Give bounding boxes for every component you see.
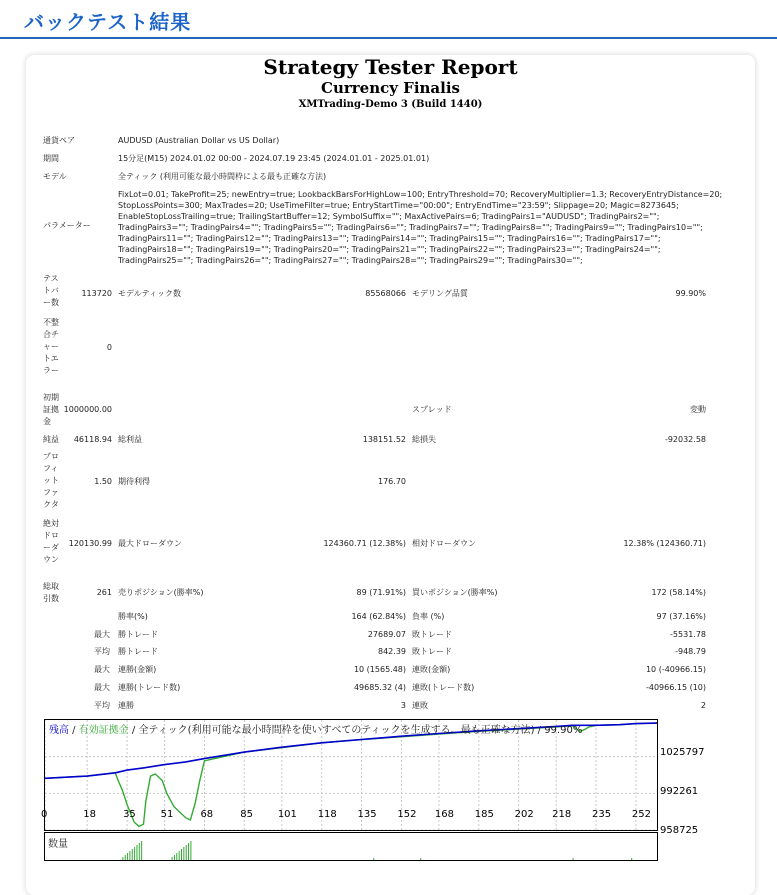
- legend-separator: /: [69, 725, 79, 736]
- x-tick-label: 101: [277, 809, 297, 820]
- max-cons-win-label: 連勝(金額): [118, 665, 157, 674]
- avg-prefix-1: 平均: [94, 647, 110, 656]
- win-label: 勝率(%): [118, 612, 148, 621]
- max-cons-lossamt-value: -40966.15 (10): [645, 683, 706, 692]
- max-cons-loss-value: 10 (-40966.15): [645, 665, 706, 674]
- gross-loss-label: 総損失: [412, 435, 436, 444]
- x-tick-label: 168: [434, 809, 455, 820]
- volume-bar: [174, 855, 175, 860]
- params-label: パラメーター: [43, 221, 91, 230]
- params-value: FixLot=0.01; TakeProfit=25; newEntry=true; LookbackBarsForHighLow=100; EntryThreshold=70; RecoveryMultiplier=1.3; RecoveryEntryDistance=20; StopLossPoints=300; MaxTrades=20; UseTimeFilter=true; EntryStartTime="00:00"; EntryEndTime="23:59"; Slippage=20; Magic=8273645; EnableStopLossTrailing=true; TrailingStartBuffer=12; SymbolSuffix=""; MaxActivePairs=6; TradingPairs1="AUDUSD"; TradingPairs2=""; TradingPairs3=""; TradingPairs4=""; TradingPairs5=""; TradingPairs6=""; TradingPairs7=""; TradingPairs8=""; TradingPairs9=""; TradingPairs10=""; TradingPairs11=""; TradingPairs12=""; TradingPairs13=""; TradingPairs14=""; TradingPairs15=""; TradingPairs16=""; TradingPairs17=""; TradingPairs18=""; TradingPairs19=""; TradingPairs20=""; TradingPairs21=""; TradingPairs22=""; TradingPairs23=""; TradingPairs24=""; TradingPairs25=""; TradingPairs26=""; TradingPairs27=""; TradingPairs28=""; TradingPairs29=""; TradingPairs30="";: [118, 190, 723, 265]
- volume-bar: [181, 849, 182, 860]
- mismatch-value: 0: [106, 343, 112, 352]
- volume-bar: [573, 858, 574, 860]
- expected-payoff-label: 期待利得: [118, 477, 150, 486]
- abs-dd-value: 120130.99: [68, 539, 112, 548]
- legend-equity: 有効証拠金: [78, 725, 129, 736]
- rel-dd-value: 12.38% (124360.71): [623, 539, 706, 548]
- short-value: 89 (71.91%): [356, 588, 406, 597]
- x-tick-label: 35: [123, 809, 136, 820]
- x-tick-label: 218: [552, 809, 572, 820]
- short-label: 売りポジション(勝率%): [118, 588, 204, 597]
- chart-legend: [49, 721, 582, 736]
- model-quality-label: モデリング品質: [412, 289, 468, 298]
- legend-model-info: 全ティック(利用可能な最小時間枠を使いすべてのティックを生成する、最も正確な方法) / 99.90%: [138, 725, 583, 736]
- max-cons-lossamt-label: 連敗(トレード数): [412, 683, 475, 692]
- avg-loss-label: 敗トレード: [412, 647, 452, 656]
- long-label: 買いポジション(勝率%): [412, 588, 498, 597]
- avg-cons-win-value: 3: [400, 701, 406, 710]
- ea-name: Currency Finalis: [321, 79, 460, 97]
- volume-chart-svg: [45, 833, 657, 860]
- model-quality-value: 99.90%: [675, 289, 706, 298]
- volume-bar: [176, 853, 177, 860]
- spread-value: 変動: [690, 405, 706, 414]
- x-tick-label: 0: [41, 809, 48, 820]
- volume-bar: [179, 851, 180, 860]
- volume-bar: [139, 843, 140, 860]
- volume-bar: [172, 857, 173, 860]
- gross-loss-value: -92032.58: [664, 435, 706, 444]
- test-bars-value: 113720: [81, 289, 112, 298]
- volume-bar: [134, 847, 135, 860]
- period-value: 15分足(M15) 2024.01.02 00:00 - 2024.07.19 23:45 (2024.01.01 - 2025.01.01): [118, 154, 430, 163]
- max-dd-value: 124360.71 (12.38%): [323, 539, 406, 548]
- avg-win-value: 842.39: [378, 647, 406, 656]
- profit-factor-value: 1.50: [94, 477, 112, 486]
- legend-balance: 残高: [49, 725, 69, 736]
- mismatch-label: 不整合チャートエラー: [43, 318, 59, 375]
- report-title: Strategy Tester Report: [263, 55, 518, 79]
- volume-bar: [125, 855, 126, 860]
- spread-label: スプレッド: [412, 405, 452, 414]
- heading-divider: [0, 37, 777, 39]
- volume-bar: [631, 858, 632, 860]
- test-bars-label: テストバー数: [43, 274, 59, 307]
- largest-loss-label: 敗トレード: [412, 630, 452, 639]
- max-prefix-3: 最大: [94, 683, 110, 692]
- volume-bar: [190, 841, 191, 860]
- x-tick-label: 252: [631, 809, 651, 820]
- volume-bar: [373, 858, 374, 860]
- volume-bar: [136, 845, 137, 860]
- total-trades-value: 261: [96, 588, 112, 597]
- x-tick-label: 202: [514, 809, 534, 820]
- page-heading: バックテスト結果: [24, 10, 192, 34]
- max-cons-loss-label: 連敗(金額): [412, 665, 451, 674]
- max-prefix-2: 最大: [94, 665, 110, 674]
- largest-loss-value: -5531.78: [670, 630, 706, 639]
- net-profit-value: 46118.94: [73, 435, 112, 444]
- x-tick-label: 185: [474, 809, 494, 820]
- volume-bar: [141, 841, 142, 860]
- max-dd-label: 最大ドローダウン: [118, 539, 182, 548]
- volume-bar: [122, 857, 123, 860]
- volume-bar: [186, 845, 187, 860]
- period-label: 期間: [43, 154, 59, 163]
- model-ticks-label: モデルティック数: [118, 289, 181, 298]
- model-ticks-value: 85568066: [365, 289, 406, 298]
- x-tick-label: 235: [592, 809, 612, 820]
- volume-bar: [127, 853, 128, 860]
- avg-prefix-2: 平均: [94, 701, 110, 710]
- x-tick-label: 152: [397, 809, 417, 820]
- win-value: 164 (62.84%): [351, 612, 406, 621]
- legend-separator: /: [128, 725, 139, 736]
- volume-panel: [44, 832, 658, 861]
- avg-win-label: 勝トレード: [118, 647, 158, 656]
- abs-dd-label: 絶対ドローダウン: [43, 519, 59, 564]
- initial-deposit-value: 1000000.00: [63, 405, 112, 414]
- long-value: 172 (58.14%): [651, 588, 706, 597]
- gross-profit-value: 138151.52: [362, 435, 406, 444]
- avg-cons-win-label: 連勝: [118, 701, 134, 710]
- gross-profit-label: 総利益: [118, 435, 142, 444]
- expected-payoff-value: 176.70: [378, 477, 406, 486]
- x-tick-label: 51: [160, 809, 174, 820]
- max-cons-profit-label: 連勝(トレード数): [118, 683, 181, 692]
- loss-label: 負率 (%): [412, 612, 445, 621]
- report-card: [26, 55, 755, 895]
- max-cons-win-value: 10 (1565.48): [353, 665, 406, 674]
- y-tick-label: 992261: [660, 786, 699, 797]
- model-label: モデル: [43, 172, 67, 181]
- x-tick-label: 85: [240, 809, 254, 820]
- model-value: 全ティック (利用可能な最小時間枠による最も正確な方法): [118, 172, 327, 181]
- loss-value: 97 (37.16%): [656, 612, 706, 621]
- x-tick-label: 118: [317, 809, 337, 820]
- max-cons-profit-value: 49685.32 (4): [353, 683, 406, 692]
- y-tick-label: 1025797: [660, 747, 705, 758]
- server-info: XMTrading-Demo 3 (Build 1440): [298, 99, 483, 110]
- net-profit-label: 純益: [43, 435, 59, 444]
- volume-bar: [129, 851, 130, 860]
- x-tick-label: 68: [200, 809, 214, 820]
- volume-bar: [132, 849, 133, 860]
- symbol-label: 通貨ペア: [43, 136, 75, 145]
- volume-bar: [183, 847, 184, 860]
- symbol-value: AUDUSD (Australian Dollar vs US Dollar): [118, 136, 280, 145]
- x-tick-label: 135: [357, 809, 377, 820]
- rel-dd-label: 相対ドローダウン: [412, 539, 476, 548]
- initial-deposit-label: 初期証拠金: [43, 393, 59, 426]
- avg-cons-loss-value: 2: [700, 701, 706, 710]
- largest-win-label: 勝トレード: [118, 630, 158, 639]
- total-trades-label: 総取引数: [43, 582, 59, 603]
- largest-win-value: 27689.07: [367, 630, 406, 639]
- avg-cons-loss-label: 連敗: [412, 701, 428, 710]
- volume-bar: [188, 843, 189, 860]
- profit-factor-label: プロフィットファクタ: [43, 452, 59, 509]
- avg-loss-value: -948.79: [675, 647, 706, 656]
- y-tick-label: 958725: [660, 825, 699, 836]
- x-tick-label: 18: [83, 809, 96, 820]
- volume-label: 数量: [48, 839, 68, 850]
- max-prefix-1: 最大: [94, 630, 110, 639]
- volume-bar: [420, 858, 421, 860]
